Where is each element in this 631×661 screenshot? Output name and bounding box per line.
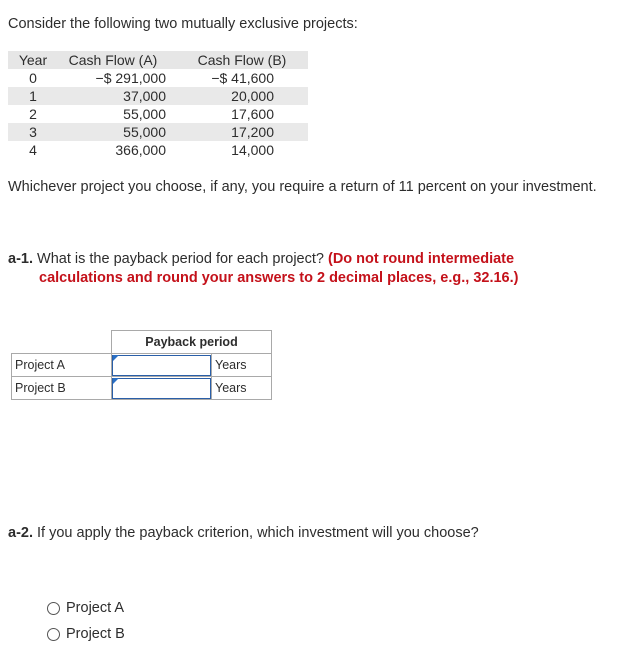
table-row xyxy=(12,354,272,377)
years-unit: Years xyxy=(212,354,272,377)
payback-table xyxy=(11,330,272,400)
project-a-label: Project A xyxy=(12,354,112,377)
choice-label: Project B xyxy=(66,626,125,642)
choice-project-a[interactable] xyxy=(47,595,125,621)
input-marker-icon xyxy=(113,355,119,361)
cash-flow-table xyxy=(8,51,308,159)
choice-label: Project A xyxy=(66,600,125,616)
question-a1 xyxy=(8,250,628,288)
intro-text: Consider the following two mutually exclusive projects: xyxy=(8,16,358,32)
question-a2-label: a-2. xyxy=(8,525,33,541)
table-row: 1 37,000 20,000 xyxy=(8,87,308,105)
question-a1-note-1: (Do not round intermediate xyxy=(328,251,515,267)
radio-button-icon[interactable] xyxy=(47,628,60,641)
table-row: 4 366,000 14,000 xyxy=(29,142,274,158)
input-marker-icon xyxy=(113,378,119,384)
question-a1-note-2: calculations and round your answers to 2 decimal places, e.g., 32.16.) xyxy=(39,270,519,286)
choice-group xyxy=(47,595,125,647)
year-header: Year xyxy=(8,51,58,69)
table-row: 3 55,000 17,200 xyxy=(8,123,308,141)
table-row xyxy=(12,377,272,400)
cash-flow-a-header: Cash Flow (A) xyxy=(58,51,168,69)
cash-flow-b-header: Cash Flow (B) xyxy=(176,51,308,69)
payback-project-b-input[interactable] xyxy=(112,378,211,399)
table-row: 0 −$ 291,000 −$ 41,600 xyxy=(29,70,274,86)
question-a1-text: What is the payback period for each project? xyxy=(33,251,328,267)
payback-period-header: Payback period xyxy=(112,331,272,354)
question-a2-text: If you apply the payback criterion, which investment will you choose? xyxy=(33,525,479,541)
radio-button-icon[interactable] xyxy=(47,602,60,615)
years-unit: Years xyxy=(212,377,272,400)
choice-project-b[interactable] xyxy=(47,621,125,647)
payback-project-a-input[interactable] xyxy=(112,355,211,376)
question-a2 xyxy=(8,525,479,541)
project-b-label: Project B xyxy=(12,377,112,400)
question-a1-label: a-1. xyxy=(8,251,33,267)
requirement-text: Whichever project you choose, if any, you require a return of 11 percent on your investment. xyxy=(8,179,597,195)
table-row: 2 55,000 17,600 xyxy=(29,106,274,122)
